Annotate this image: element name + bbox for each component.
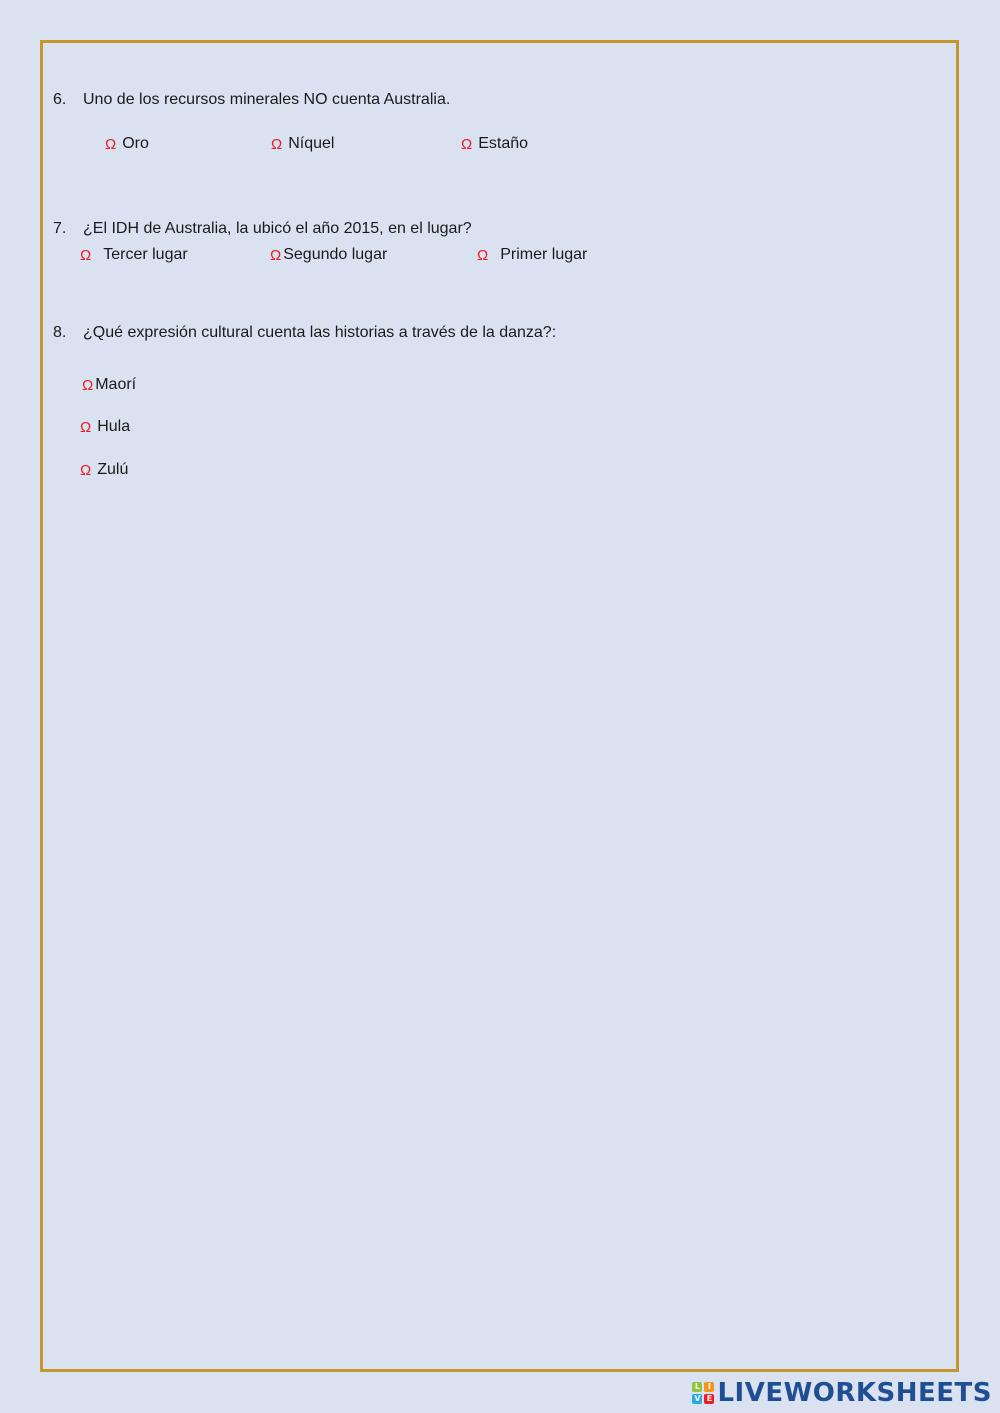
radio-marker-icon: Ω: [105, 135, 117, 153]
question-7: [53, 220, 472, 238]
option-q6-oro[interactable]: [105, 135, 149, 153]
question-number: 8.: [53, 324, 67, 341]
radio-marker-icon: Ω: [271, 135, 283, 153]
option-q8-hula[interactable]: [80, 418, 130, 436]
radio-marker-icon: Ω: [461, 135, 473, 153]
question-number: 6.: [53, 91, 67, 108]
option-q8-maori[interactable]: [82, 376, 136, 394]
brand-name: LIVEWORKSHEETS: [717, 1378, 992, 1408]
logo-tile: V: [694, 1394, 701, 1403]
radio-marker-icon: Ω: [80, 461, 92, 479]
option-label: Estaño: [478, 135, 529, 152]
question-text: ¿El IDH de Australia, la ubicó el año 2015, en el lugar?: [83, 220, 472, 237]
liveworksheets-brand: [692, 1379, 992, 1407]
logo-tile: L: [692, 1382, 702, 1392]
option-label: Segundo lugar: [283, 246, 388, 263]
question-number: 7.: [53, 220, 67, 237]
option-q7-tercer[interactable]: [80, 246, 188, 264]
option-label: Oro: [122, 135, 149, 152]
option-q6-niquel[interactable]: [271, 135, 334, 153]
option-q7-primer[interactable]: [477, 246, 587, 264]
option-q7-segundo[interactable]: [270, 246, 387, 264]
radio-marker-icon: Ω: [82, 376, 94, 394]
liveworksheets-logo-icon: [692, 1382, 714, 1404]
worksheet-frame: [40, 40, 959, 1372]
option-q6-estano[interactable]: [461, 135, 528, 153]
radio-marker-icon: Ω: [477, 246, 489, 264]
option-label: Primer lugar: [500, 246, 588, 263]
option-label: Níquel: [288, 135, 335, 152]
option-q8-zulu[interactable]: [80, 461, 128, 479]
question-8: [53, 324, 556, 342]
logo-tile: E: [704, 1394, 714, 1404]
question-6: [53, 91, 450, 109]
radio-marker-icon: Ω: [80, 418, 92, 436]
option-label: Tercer lugar: [103, 246, 188, 263]
option-label: Maorí: [95, 376, 137, 393]
option-label: Hula: [97, 418, 131, 435]
question-text: Uno de los recursos minerales NO cuenta Australia.: [83, 91, 451, 108]
logo-tile: I: [704, 1382, 714, 1392]
option-label: Zulú: [97, 461, 129, 478]
radio-marker-icon: Ω: [80, 246, 92, 264]
question-text: ¿Qué expresión cultural cuenta las historias a través de la danza?:: [83, 324, 557, 341]
radio-marker-icon: Ω: [270, 246, 282, 264]
